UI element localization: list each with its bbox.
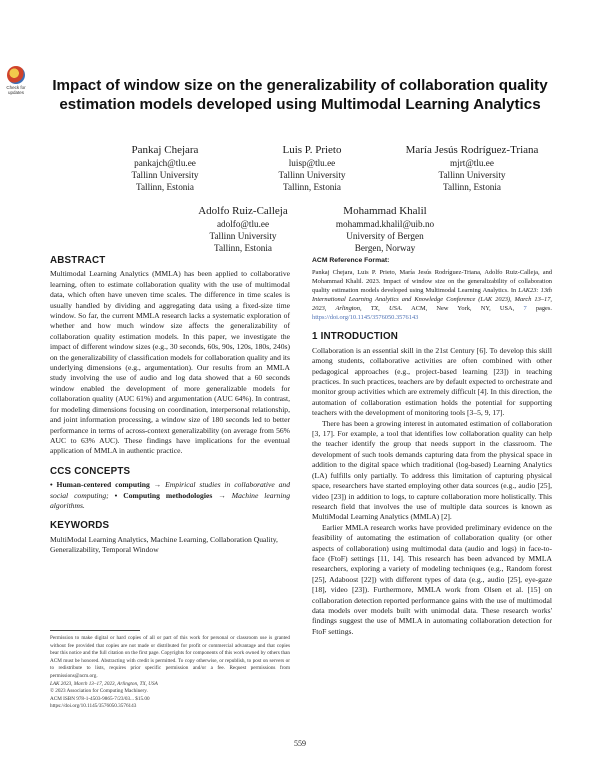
right-column — [312, 256, 552, 637]
author-org: Tallinn University — [209, 231, 277, 241]
author-name: Pankaj Chejara — [131, 144, 199, 156]
author-email: adolfo@tlu.ee — [216, 219, 270, 229]
permission-text: Permission to make digital or hard copies of all or part of this work for personal or classroom use is granted without fee provided that copies are not made or distributed for profit or commercial advantage and that copies bear this notice and the full citation on the first page. Copyrights for components of this work owned by others than ACM must be honored. Abstracting with credit is permitted. To copy otherwise, or republish, to post on servers or to redistribute to lists, requires prior specific permission and/or a fee. Request permissions from permissions@acm.org. — [50, 635, 290, 679]
ref-part: ACM, New York, NY, USA, — [402, 305, 524, 313]
abstract-text: Multimodal Learning Analytics (MMLA) has been applied to collaborative learning, often to estimate collaboration quality with the use of multimodal data, which often have uneven time scales. The difference in time scales is usually handled by dividing and aggregating data using a fixed-size time window. So far, the current MMLA research lacks a systematic exploration of whether and how much window size affects the generalizability of collaboration quality estimation models. In this paper, we investigate the impact of different window sizes (e.g., 30 seconds, 60s, 90s, 120s, 180s, 240s) on the generalizability of classification models for collaboration quality and its underlying dimensions (e.g., argumentation). Our results from an MMLA study involving the use of audio and log data showed that a 60 seconds window enabled the development of more generalizable models for collaboration quality (AUC 61%) and argumentation (AUC 64%). In contrast, for modeling dimensions focusing on coordination, interpersonal relationship, and joint information processing, a window size of 180 seconds led to better performance in terms of across-context generalizability (on average from 56% AUC to 63% AUC). These findings have implications for the eventual application of MMLA in authentic practice. — [50, 269, 290, 456]
author-name: Mohammad Khalil — [343, 205, 427, 217]
author-email: pankajch@tlu.ee — [134, 158, 196, 168]
ref-pages-link[interactable]: 7 — [523, 305, 527, 313]
author-location: Tallinn, Estonia — [135, 182, 195, 192]
author-location: Tallinn, Estonia — [213, 243, 273, 253]
intro-paragraph-2: There has been a growing interest in automated estimation of collaboration [3, 17]. For example, a tool that identifies low collaboration quality can help the teacher identify the group that needs support in the classroom. The development of such tools demands capturing data from the physical space in addition to the digital space which traditional (log-based) Learning Analytics (LA) fulfills only partially. To address this limitation of capturing physical space, researchers have started employing other data sources (e.g., audio [25], video [23]) in addition to logs, to capture collaboration more holistically. This research field that involves the use of multiple data sources is known as MultiModal Learning Analytics (MMLA) [2]. — [312, 418, 552, 522]
author-org: Tallinn University — [438, 170, 506, 180]
keywords-heading: KEYWORDS — [50, 520, 110, 532]
ref-part: Pankaj Chejara, Luis P. Prieto, María Jesús Rodríguez-Triana, Adolfo Ruiz-Calleja, and Mohammad Khalil. 2023. Impact of window size on the generalizability of collaboration quality estimation models developed using Multimodal Learning Analytics. In — [312, 269, 552, 295]
ccs-item-1-detail: Empirical studies in collaborative and social computing; — [50, 480, 290, 500]
author-location: Tallinn, Estonia — [442, 182, 502, 192]
abstract-heading: ABSTRACT — [50, 255, 106, 266]
author-1 — [80, 143, 250, 193]
doi-link[interactable]: https://doi.org/10.1145/3576050.3576143 — [50, 703, 137, 710]
ccs-item-2: • Computing methodologies — [114, 490, 213, 500]
check-updates-badge[interactable] — [2, 66, 30, 95]
ccs-concepts — [50, 480, 290, 511]
acm-reference-heading: ACM Reference Format: — [312, 257, 390, 264]
author-5 — [300, 204, 470, 254]
ref-doi-link[interactable]: https://doi.org/10.1145/3576050.3576143 — [312, 314, 419, 322]
author-location: Bergen, Norway — [354, 243, 416, 253]
check-updates-text: Check for updates — [6, 85, 26, 95]
author-3 — [372, 143, 572, 193]
check-updates-icon — [7, 66, 25, 84]
ccs-item-1: • Human-centered computing — [50, 480, 150, 490]
author-email: mjrt@tlu.ee — [450, 158, 494, 168]
author-email: luisp@tlu.ee — [288, 158, 336, 168]
intro-paragraph-1: Collaboration is an essential skill in the 21st Century [6]. To develop this skill among students, collaborative activities are often combined with other pedagogical approaches (e.g., project-based learning [23]) in teaching practices. In such practices, teachers are by default expected to orchestrate and monitor group activities which are extremely difficult [4]. In this direction, the automation of collaboration estimation holds the potential for supporting teachers with the development of monitoring tools [3–5, 9, 17]. — [312, 345, 552, 418]
ref-venue: LAK23: 13th International Learning Analytics and Knowledge Conference (LAK 2023), March 13–17, 2023, Arlington, TX, USA. — [312, 287, 552, 313]
introduction-heading: 1 INTRODUCTION — [312, 331, 399, 343]
acm-reference-text — [312, 268, 552, 322]
author-name: María Jesús Rodríguez-Triana — [405, 144, 539, 156]
arrow-icon: → — [153, 480, 162, 490]
footnote-divider — [50, 630, 140, 631]
copyright-line: © 2023 Association for Computing Machinery. — [50, 688, 148, 695]
ccs-item-2-detail: Machine learning algorithms. — [50, 490, 291, 510]
intro-paragraph-3: Earlier MMLA research works have provided preliminary evidence on the feasibility of automating the estimation of collaboration quality (or other aspects of collaboration) using multimodal data (audio and logs) in face-to-face (FtoF) settings [11, 14]. This research has been advanced by MMLA researchers, exploring a variety of modeling techniques (e.g., Random forest [25], Adaboost [22]) with different types of data (e.g., audio [25], eye-gaze [18], video [23]). Furthermore, MMLA work from Olsen et al. [15] on collaboration detection reported performance gains with the use of multimodal data models over models built with unimodal data. These research works' findings suggest the use of MMLA in automating collaboration detection for FtoF settings. — [312, 522, 552, 636]
author-org: Tallinn University — [278, 170, 346, 180]
author-org: University of Bergen — [346, 231, 424, 241]
ccs-heading: CCS CONCEPTS — [50, 465, 131, 477]
page-number: 559 — [294, 739, 306, 748]
keywords-text: MultiModal Learning Analytics, Machine Learning, Collaboration Quality, Generalizability, Temporal Window — [50, 534, 278, 555]
isbn-line: ACM ISBN 978-1-4503-9865-7/23/03... $15.00 — [50, 695, 150, 702]
author-name: Adolfo Ruiz-Calleja — [198, 205, 288, 217]
author-name: Luis P. Prieto — [282, 144, 342, 156]
author-email: mohammad.khalil@uib.no — [335, 219, 435, 229]
conference-line: LAK 2023, March 13–17, 2023, Arlington, TX, USA — [50, 680, 158, 687]
ref-part: pages. — [526, 305, 552, 313]
permission-block — [50, 635, 290, 711]
author-location: Tallinn, Estonia — [282, 182, 342, 192]
left-column — [50, 256, 290, 556]
paper-title: Impact of window size on the generalizability of collaboration quality estimation models developed using Multimodal Learning Analytics — [52, 77, 548, 113]
author-org: Tallinn University — [131, 170, 199, 180]
arrow-icon: → — [218, 490, 226, 500]
